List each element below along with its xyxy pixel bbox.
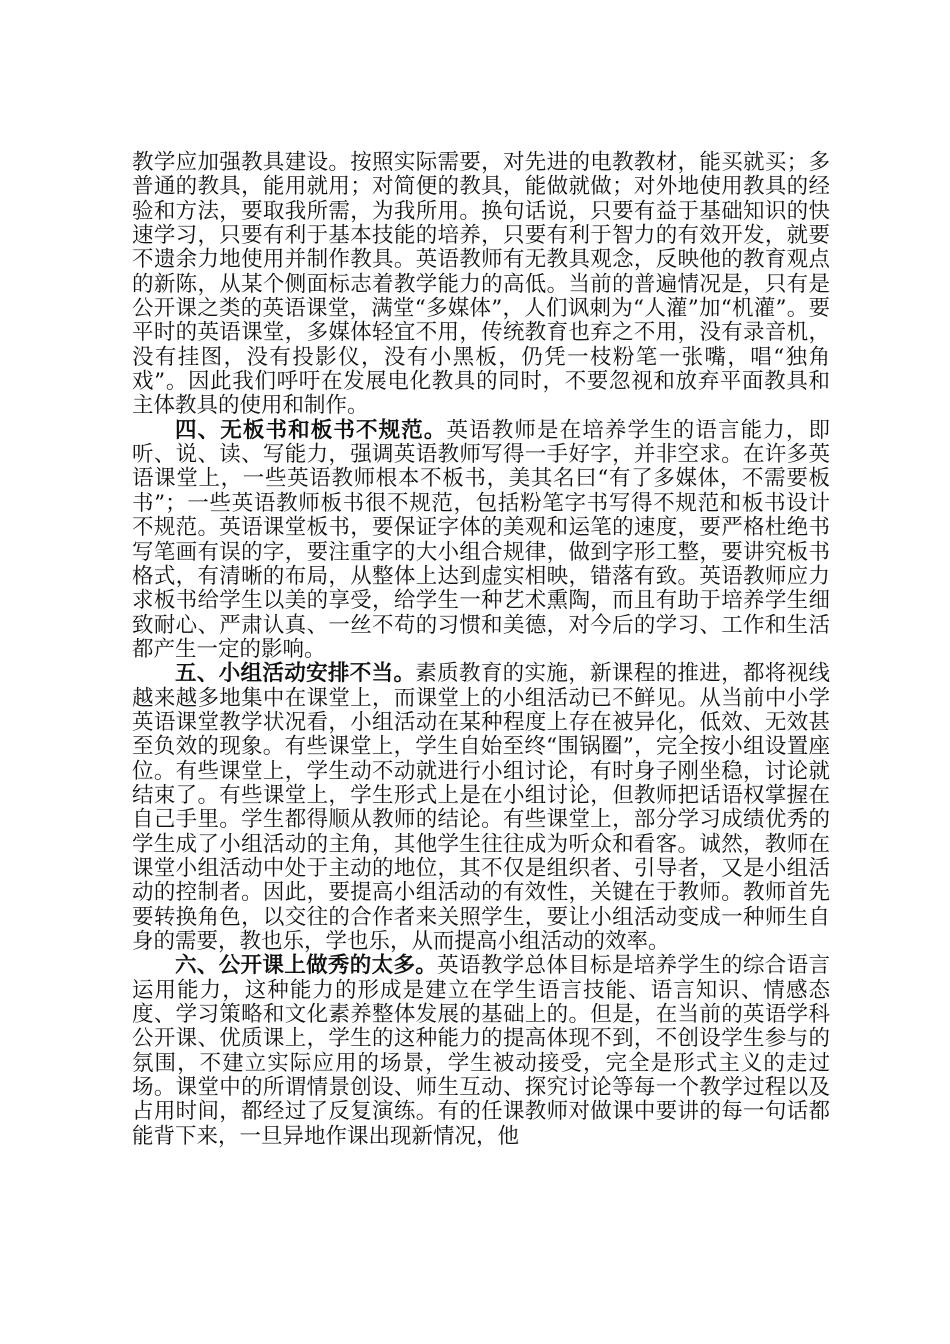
- paragraph-open-class: [132, 954, 830, 1149]
- paragraph-group-activities: [132, 662, 830, 954]
- paragraph-teaching-aids: [132, 151, 830, 419]
- paragraph-body: 英语教学总体目标是培养学生的综合语言运用能力，这种能力的形成是建立在学生语言技能、语言知识、情感态度、学习策略和文化素养整体发展的基础上的。但是，在当前的英语学科公开课、优质课上，学生的这种能力的提高体现不到，不创设学生参与的氛围，不建立实际应用的场景，学生被动接受，完全是形式主义的走过场。课堂中的所谓情景创设、师生互动、探究讨论等每一个教学过程以及占用时间，都经过了反复演练。有的任课教师对做课中要讲的每一句话都能背下来，一旦异地作课出现新情况，他: [132, 953, 830, 1149]
- section-heading: 五、小组活动安排不当。: [175, 661, 416, 687]
- document-page: [132, 151, 830, 1149]
- paragraph-blackboard-writing: [132, 419, 830, 662]
- section-heading: 六、公开课上做秀的太多。: [175, 953, 438, 979]
- paragraph-body: 英语教师是在培养学生的语言能力，即听、说、读、写能力，强调英语教师写得一手好字，并非空求。在许多英语课堂上，一些英语教师根本不板书，美其名曰“有了多媒体，不需要板书”；一些英语教师板书很不规范，包括粉笔字书写得不规范和板书设计不规范。英语课堂板书，要保证字体的美观和运笔的速度，要严格杜绝书写笔画有误的字，要注重字的大小组合规律，做到字形工整，要讲究板书格式，有清晰的布局，从整体上达到虚实相映，错落有致。英语教师应力求板书给学生以美的享受，给学生一种艺术熏陶，而且有助于培养学生细致耐心、严肃认真、一丝不苟的习惯和美德，对今后的学习、工作和生活都产生一定的影响。: [132, 417, 830, 662]
- paragraph-body: 教学应加强教具建设。按照实际需要，对先进的电教教材，能买就买；多普通的教具，能用就用；对简便的教具，能做就做；对外地使用教具的经验和方法，要取我所需，为我所用。换句话说，只要有益于基础知识的快速学习，只要有利于基本技能的培养，只要有利于智力的有效开发，就要不遗余力地使用并制作教具。英语教师有无教具观念，反映他的教育观点的新陈，从某个侧面标志着教学能力的高低。当前的普遍情况是，只有是公开课之类的英语课堂，满堂“多媒体”，人们讽刺为“人灌”加“机灌”。要平时的英语课堂，多媒体轻宜不用，传统教育也弃之不用，没有录音机，没有挂图，没有投影仪，没有小黑板，仍凭一枝粉笔一张嘴，唱“独角戏”。因此我们呼吁在发展电化教具的同时，不要忽视和放弃平面教具和主体教具的使用和制作。: [132, 150, 830, 419]
- section-heading: 四、无板书和板书不规范。: [175, 417, 447, 443]
- paragraph-body: 素质教育的实施，新课程的推进，都将视线越来越多地集中在课堂上，而课堂上的小组活动已不鲜见。从当前中小学英语课堂教学状况看，小组活动在某种程度上存在被异化，低效、无效甚至负效的现象。有些课堂上，学生自始至终“围锅圈”，完全按小组设置座位。有些课堂上，学生动不动就进行小组讨论，有时身子刚坐稳，讨论就结束了。有些课堂上，学生形式上是在小组讨论，但教师把话语权掌握在自己手里。学生都得顺从教师的结论。有些课堂上，部分学习成绩优秀的学生成了小组活动的主角，其他学生往往成为听众和看客。诚然，教师在课堂小组活动中处于主动的地位，其不仅是组织者、引导者，又是小组活动的控制者。因此，要提高小组活动的有效性，关键在于教师。教师首先要转换角色，以交往的合作者来关照学生，要让小组活动变成一种师生自身的需要，教也乐，学也乐，从而提高小组活动的效率。: [132, 661, 830, 954]
